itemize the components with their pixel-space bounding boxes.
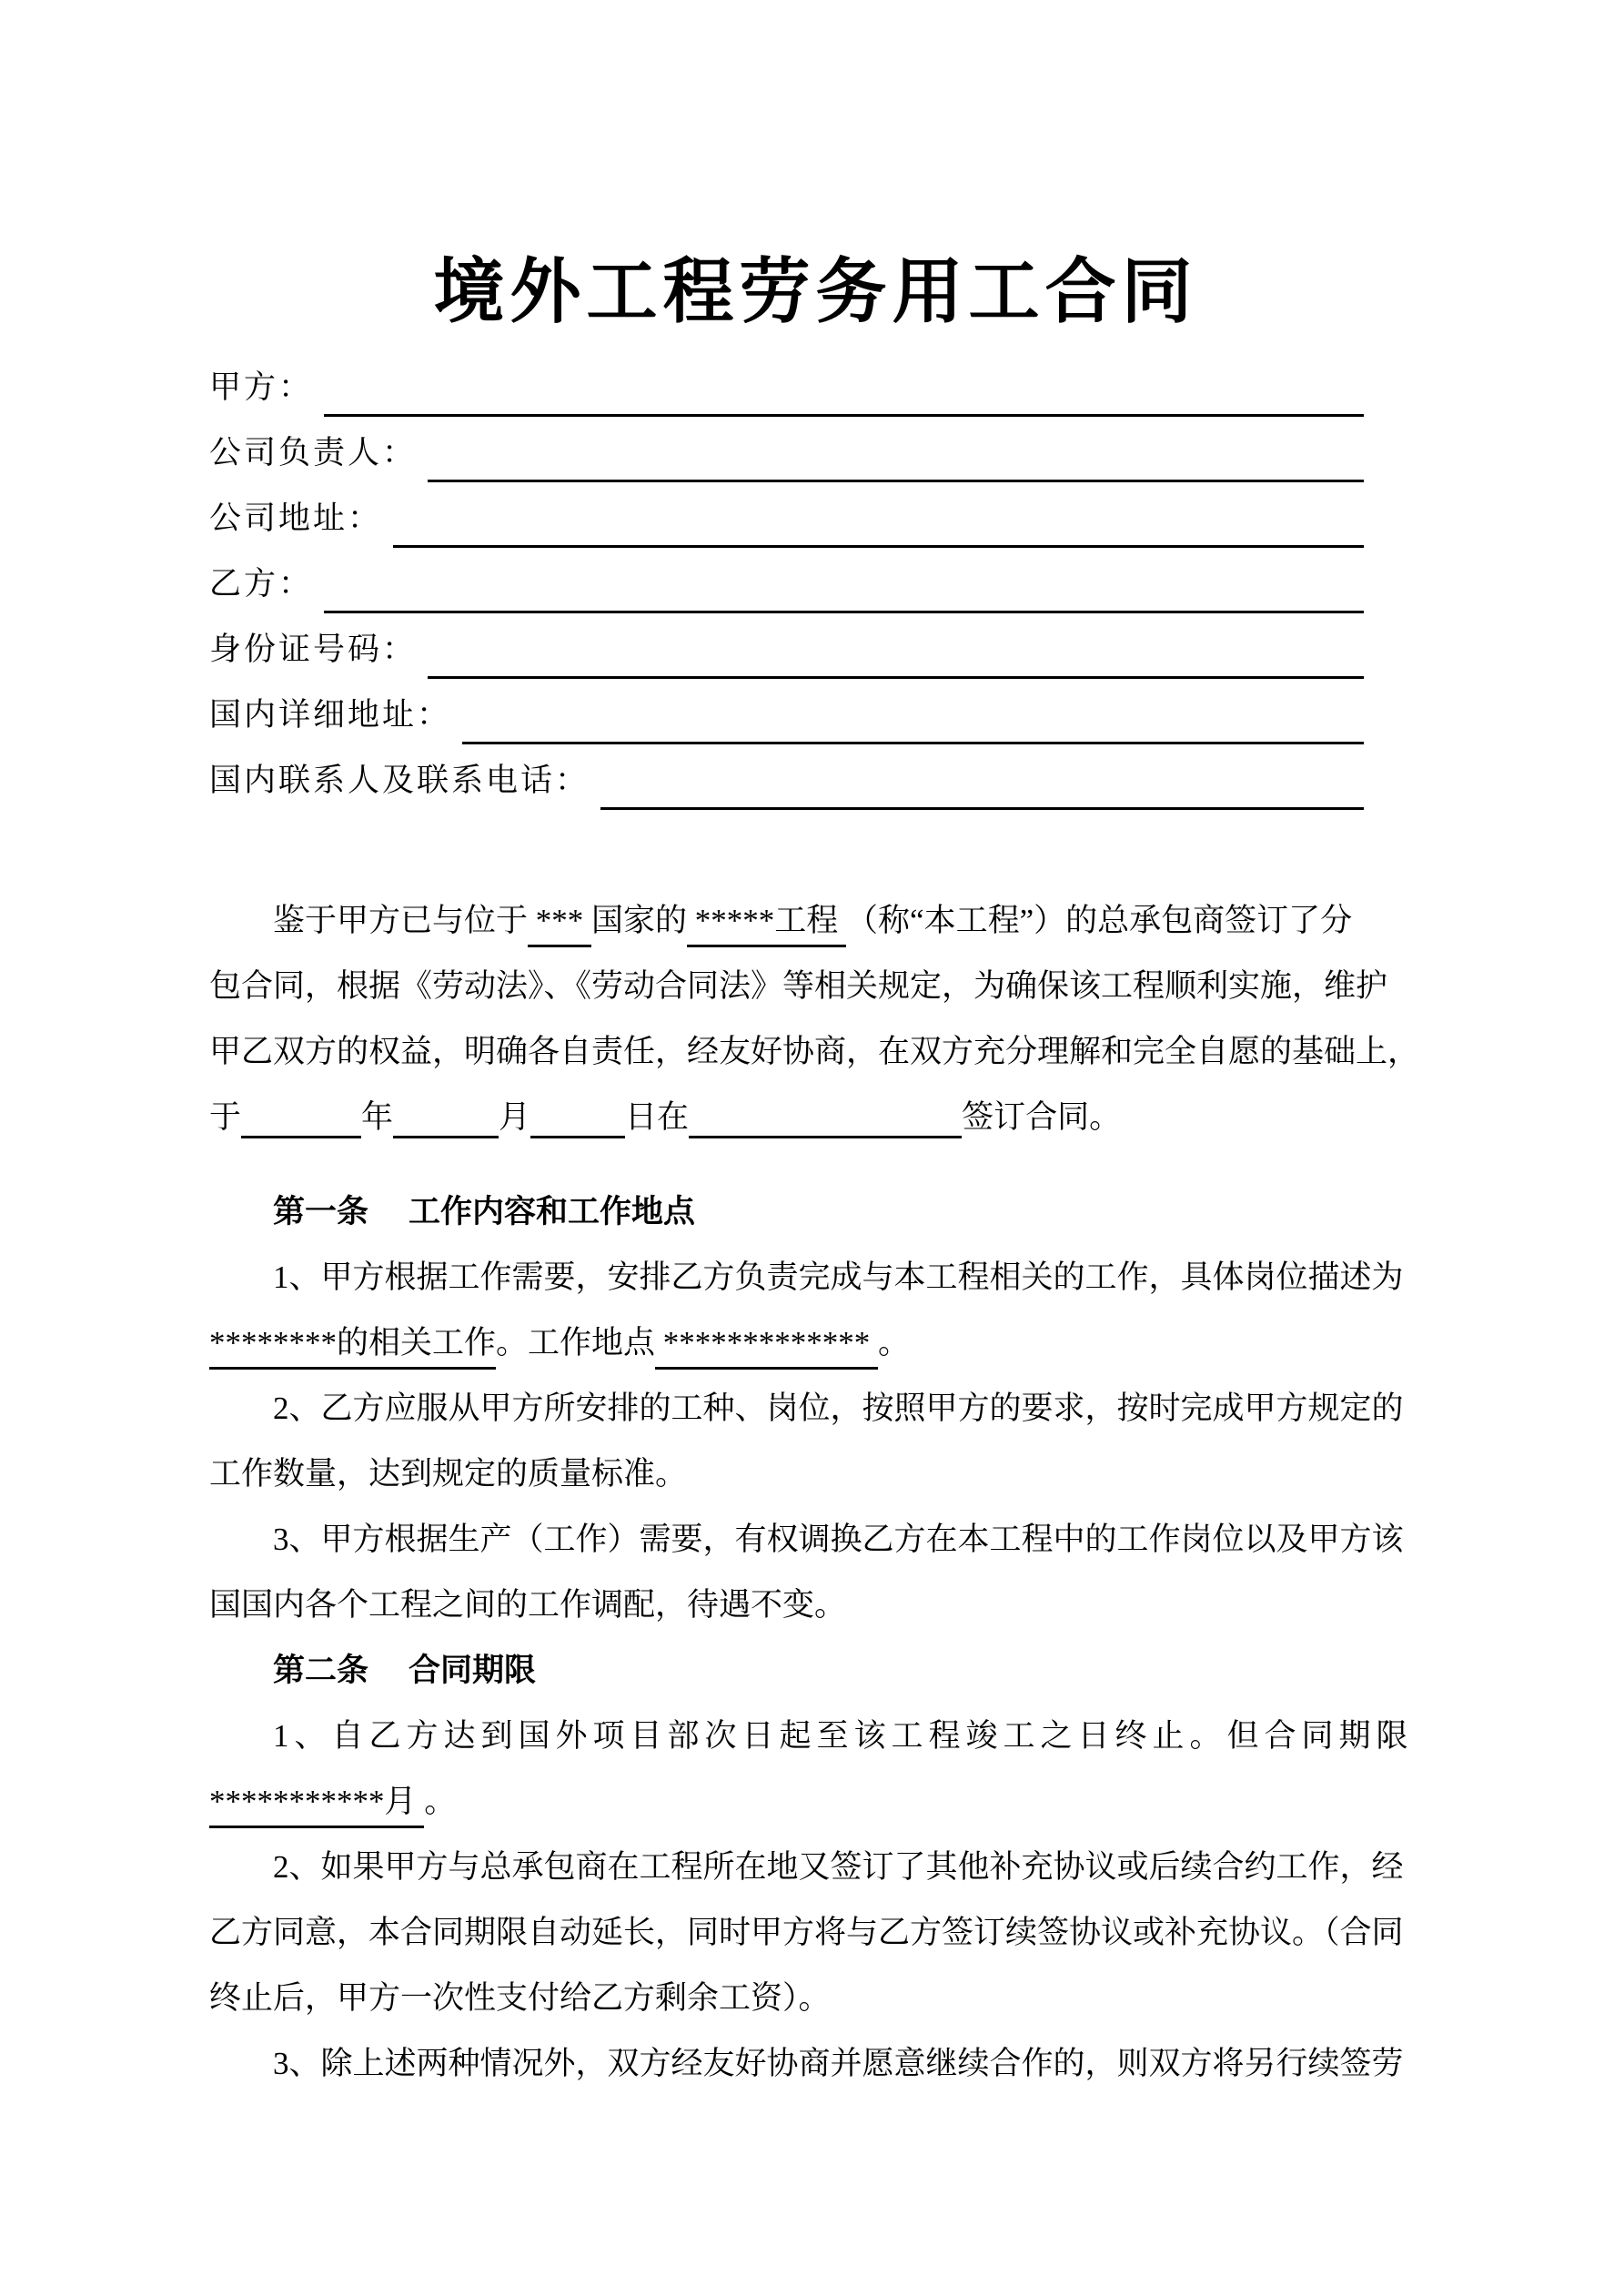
field-label: 乙方： [209, 566, 314, 602]
section-heading [209, 1179, 1422, 1245]
text-line [209, 1769, 1422, 1835]
text-segment: 3、甲方根据生产（工作）需要，有权调换乙方在本工程中的工作岗位以及甲方该 [273, 1522, 1404, 1557]
text-line [209, 1835, 1422, 1900]
text-segment: （称“本工程”）的总承包商签订了分 [846, 903, 1353, 938]
text-line [209, 1310, 1422, 1376]
text-segment: 年 [361, 1099, 394, 1135]
text-segment: 3、除上述两种情况外，双方经友好协商并愿意继续合作的，则双方将另行续签劳 [273, 2046, 1404, 2081]
text-segment: 2、乙方应服从甲方所安排的工种、岗位，按照甲方的要求，按时完成甲方规定的 [273, 1391, 1404, 1426]
text-segment: 。 [878, 1325, 911, 1360]
field-label: 公司地址： [209, 501, 383, 536]
text-segment: 第一条 [273, 1194, 369, 1229]
field-underline [462, 742, 1364, 744]
text-segment: 国国内各个工程之间的工作调配，待遇不变。 [209, 1587, 847, 1623]
text-segment: 2、如果甲方与总承包商在工程所在地又签订了其他补充协议或后续合约工作，经 [273, 1849, 1404, 1885]
text-segment: 。 [424, 1784, 457, 1819]
text-segment: 日在 [625, 1099, 690, 1135]
underlined-text: *** [528, 903, 591, 947]
underlined-text: ***********月 [209, 1784, 424, 1828]
blank-underline [393, 1136, 499, 1138]
text-segment: 1、自乙方达到国外项目部次日起至该工程竣工之日终止。但合同期限 [273, 1718, 1414, 1754]
text-segment: 包合同，根据《劳动法》、《劳动合同法》等相关规定，为确保该工程顺利实施，维护 [209, 968, 1388, 1004]
text-line [209, 888, 1422, 954]
text-line [209, 1376, 1422, 1441]
text-line [209, 1966, 1422, 2031]
field-row [209, 486, 1422, 551]
field-underline [428, 676, 1364, 679]
text-line [209, 1085, 1422, 1150]
blank-underline [530, 1136, 625, 1138]
text-line [209, 1019, 1422, 1085]
text-line [209, 1900, 1422, 1966]
field-label: 身份证号码： [209, 632, 418, 667]
text-segment: 鉴于甲方已与位于 [273, 903, 529, 938]
field-label: 甲方： [209, 369, 314, 405]
field-label: 公司负责人： [209, 435, 418, 470]
field-row [209, 355, 1422, 420]
text-line [209, 1573, 1422, 1638]
field-label: 国内详细地址： [209, 697, 452, 733]
field-row [209, 617, 1422, 683]
text-segment: 于 [209, 1099, 242, 1135]
body [209, 888, 1422, 2097]
blank-underline [689, 1136, 962, 1138]
text-segment: 合同期限 [409, 1653, 537, 1688]
text-segment: 月 [499, 1099, 531, 1135]
field-underline [324, 611, 1364, 613]
blank-underline [241, 1136, 361, 1138]
text-segment: 1、甲方根据工作需要，安排乙方负责完成与本工程相关的工作，具体岗位描述为 [273, 1259, 1404, 1295]
field-underline [428, 480, 1364, 482]
text-segment: 甲乙双方的权益，明确各自责任，经友好协商，在双方充分理解和完全自愿的基础上， [209, 1034, 1420, 1069]
text-line [209, 1507, 1422, 1573]
field-underline [324, 414, 1364, 417]
text-line [209, 954, 1422, 1019]
field-row [209, 420, 1422, 486]
underlined-text: ************* [655, 1325, 878, 1370]
text-line [209, 2031, 1422, 2097]
doc-title: 境外工程劳务用工合同 [433, 252, 1198, 331]
text-line [209, 1245, 1422, 1310]
fields [209, 355, 1422, 814]
field-underline [600, 807, 1364, 810]
text-segment: 。工作地点 [496, 1325, 656, 1360]
underlined-text: *****工程 [687, 903, 846, 947]
section-heading [209, 1638, 1422, 1704]
text-line [209, 1704, 1422, 1769]
text-line [209, 1441, 1422, 1507]
field-row [209, 683, 1422, 748]
underlined-text: ********的相关工作 [209, 1325, 496, 1370]
field-label: 国内联系人及联系电话： [209, 763, 590, 798]
field-row [209, 551, 1422, 617]
text-segment: 工作数量，达到规定的质量标准。 [209, 1456, 688, 1492]
text-segment: 签订合同。 [962, 1099, 1122, 1135]
field-underline [393, 545, 1364, 548]
text-segment: 第二条 [273, 1653, 369, 1688]
text-segment: 乙方同意，本合同期限自动延长，同时甲方将与乙方签订续签协议或补充协议。（合同 [209, 1915, 1404, 1950]
text-segment: 国家的 [591, 903, 688, 938]
text-segment: 终止后，甲方一次性支付给乙方剩余工资）。 [209, 1980, 831, 2016]
text-segment: 工作内容和工作地点 [409, 1194, 696, 1229]
field-row [209, 748, 1422, 814]
